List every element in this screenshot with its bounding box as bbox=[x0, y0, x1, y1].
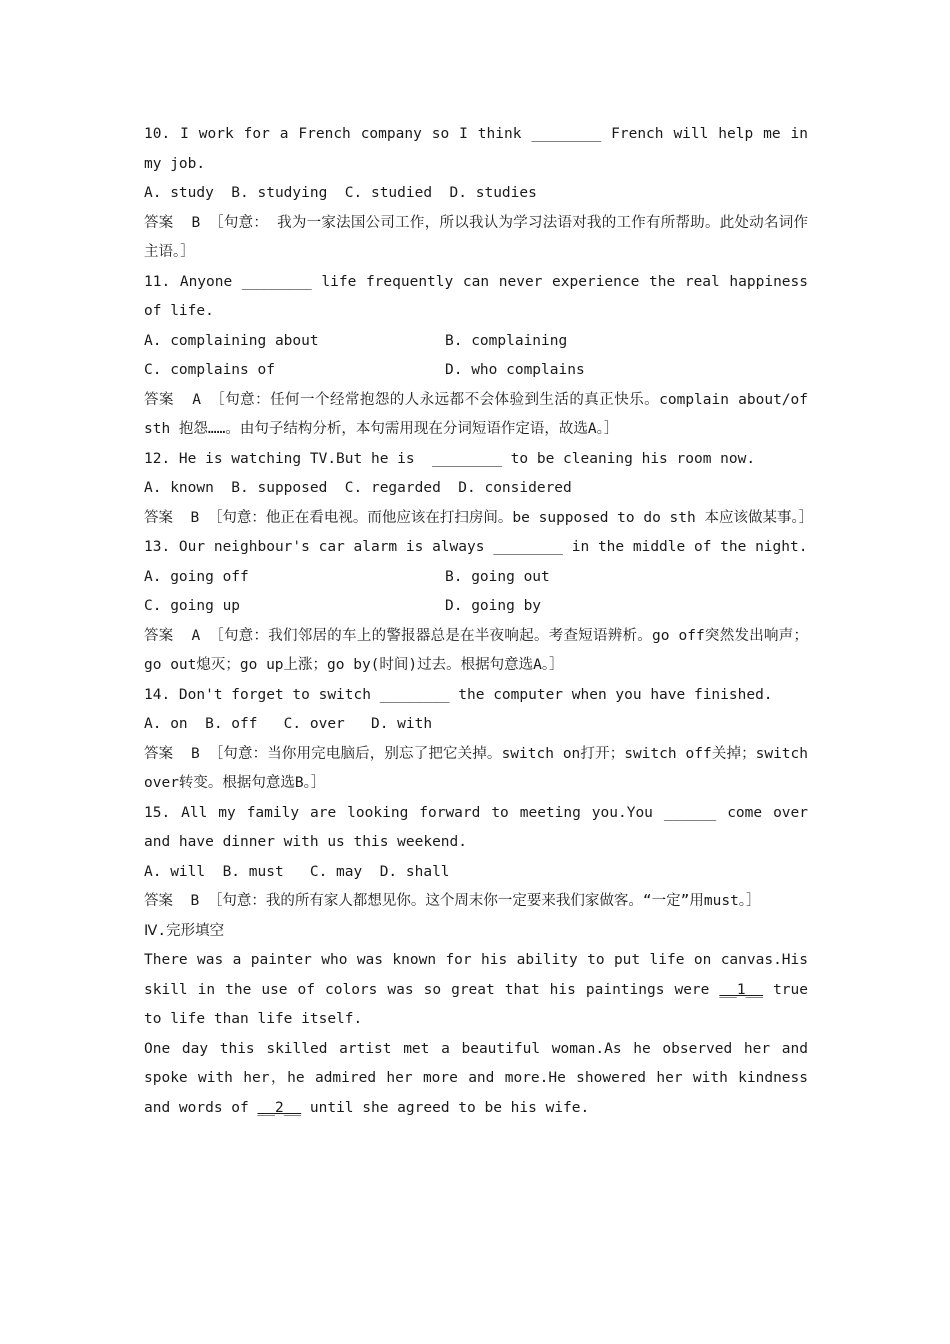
cloze-blank-1: __1__ bbox=[719, 981, 764, 998]
question-10-stem: 10. I work for a French company so I think ________ French will help me in my job. bbox=[144, 126, 817, 172]
cloze-paragraph-1 bbox=[144, 946, 817, 1035]
cloze-text: One day this skilled artist met a beautiful woman.As he observed her and spoke with her，he admired her more and more.He showered her with kindness and words of bbox=[144, 1040, 817, 1116]
question-12-options: A. known B. supposed C. regarded D. considered bbox=[144, 480, 572, 496]
cloze-text: There was a painter who was known for his ability to put life on canvas.His skill in the use of colors was so great that his paintings were bbox=[144, 952, 817, 998]
question-11-answer: 答案 A ［句意：任何一个经常抱怨的人永远都不会体验到生活的真正快乐。complain about/of sth 抱怨……。由句子结构分析，本句需用现在分词短语作定语，故选A。］ bbox=[144, 391, 817, 437]
question-12-answer: 答案 B ［句意：他正在看电视。而他应该在打扫房间。be supposed to do sth 本应该做某事。］ bbox=[144, 509, 814, 526]
option-d: D. going by bbox=[445, 598, 542, 614]
question-11-stem: 11. Anyone ________ life frequently can never experience the real happiness of life. bbox=[144, 273, 817, 319]
option-a: A. complaining about bbox=[144, 332, 319, 349]
question-14-options: A. on B. off C. over D. with bbox=[144, 716, 433, 732]
cloze-text: true to life than life itself. bbox=[144, 981, 817, 1027]
option-b: B. complaining bbox=[445, 332, 568, 349]
option-c: C. complains of bbox=[144, 362, 275, 378]
question-10-options: A. study B. studying C. studied D. studies bbox=[144, 185, 537, 201]
question-15-options: A. will B. must C. may D. shall bbox=[144, 863, 450, 880]
option-c: C. going up bbox=[144, 598, 241, 614]
question-13-options-row-2 bbox=[144, 592, 808, 622]
cloze-blank-2: __2__ bbox=[257, 1099, 302, 1116]
question-13-stem: 13. Our neighbour's car alarm is always ________ in the middle of the night. bbox=[144, 539, 808, 555]
question-14-stem: 14. Don't forget to switch ________ the computer when you have finished. bbox=[144, 686, 773, 703]
option-b: B. going out bbox=[445, 568, 550, 585]
question-13-options-row-1 bbox=[144, 563, 808, 593]
question-11-options-row-1 bbox=[144, 327, 808, 357]
question-10-answer: 答案 B ［句意： 我为一家法国公司工作，所以我认为学习法语对我的工作有所帮助。此处动名词作主语。］ bbox=[144, 214, 808, 260]
question-14-answer: 答案 B ［句意：当你用完电脑后，别忘了把它关掉。switch on打开；switch off关掉；switch over转变。根据句意选B。］ bbox=[144, 745, 817, 791]
section-heading: Ⅳ.完形填空 bbox=[144, 922, 225, 939]
document-page bbox=[144, 120, 817, 1123]
option-a: A. going off bbox=[144, 568, 249, 585]
question-11-options-row-2 bbox=[144, 356, 808, 386]
question-15-answer: 答案 B ［句意：我的所有家人都想见你。这个周末你一定要来我们家做客。“一定”用must。］ bbox=[144, 893, 761, 909]
question-12-stem: 12. He is watching TV.But he is ________ to be cleaning his room now. bbox=[144, 450, 756, 467]
cloze-paragraph-2 bbox=[144, 1035, 817, 1124]
option-d: D. who complains bbox=[445, 362, 585, 378]
question-15-stem: 15. All my family are looking forward to meeting you.You ______ come over and have dinner with us this weekend. bbox=[144, 804, 817, 850]
question-13-answer: 答案 A ［句意：我们邻居的车上的警报器总是在半夜响起。考查短语辨析。go off突然发出响声；go out熄灭；go up上涨；go by(时间)过去。根据句意选A。］ bbox=[144, 627, 808, 673]
cloze-text: until she agreed to be his wife. bbox=[301, 1099, 590, 1116]
